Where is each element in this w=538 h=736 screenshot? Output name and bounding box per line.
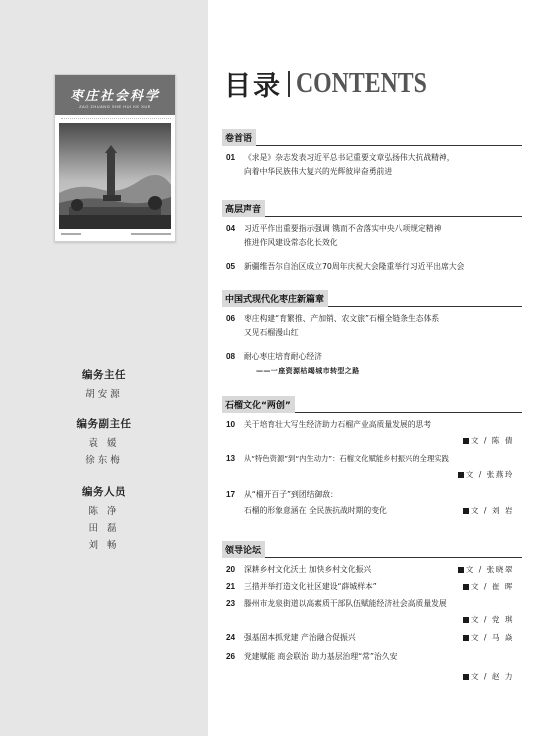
cover-pinyin: ZAO ZHUANG SHE HUI KE XUE (79, 104, 151, 109)
page-number: 24 (226, 633, 236, 642)
entry-author: 文 / 崔 晖 (463, 581, 514, 593)
entry-author: 文 / 马 焱 (463, 632, 514, 644)
entry-author: 文 / 张燕玲 (458, 469, 514, 481)
staff-name: 田 磊 (88, 523, 120, 534)
page-number: 13 (226, 454, 236, 463)
entry-title: 《求是》杂志发表习近平总书记重要文章弘扬伟大抗战精神， (244, 153, 455, 162)
entry-title: 关于培育壮大写生经济助力石榴产业高质量发展的思考 (244, 420, 432, 429)
page-number: 21 (226, 582, 236, 591)
entry-title: 滕州市龙泉街道以高素质干部队伍赋能经济社会高质量发展 (244, 599, 447, 608)
entry-title: 三措并举打造文化社区建设“薛城样本” (244, 582, 377, 591)
staff-group-members (0, 484, 208, 551)
entry-title: 石榴的形象意涵在 全民族抗战时期的变化 (244, 506, 387, 515)
staff-role: 编务副主任 (76, 418, 132, 430)
entry-subtitle: ——一座资源枯竭城市转型之路 (256, 366, 360, 375)
cover-photo (59, 123, 171, 229)
staff-name: 陈 净 (88, 506, 120, 517)
page-number: 05 (226, 262, 236, 271)
page-number: 23 (226, 599, 236, 608)
entry-author: 文 / 刘 岩 (463, 505, 514, 517)
section-leadership-forum (222, 542, 522, 692)
entry-title: 又见石榴漫山红 (244, 328, 299, 337)
section-header (222, 397, 522, 413)
section-title: 卷首语 (222, 129, 256, 146)
staff-group-director (0, 367, 208, 400)
entry-title: 向着中华民族伟大复兴的光辉彼岸奋勇前进 (244, 167, 393, 176)
section-title: 中国式现代化枣庄新篇章 (222, 290, 328, 307)
page-number: 10 (226, 420, 236, 429)
entry-title: 枣庄构建“育繁推、产加销、农文旅”石榴全链条生态体系 (244, 314, 440, 323)
header-title-en: CONTENTS (296, 67, 427, 99)
entry-title: 从“榴开百子”到团结御敌： (244, 490, 338, 499)
staff-name: 胡安源 (85, 389, 123, 400)
cover-footer (61, 233, 171, 237)
section-title: 石榴文化“两创” (222, 396, 295, 413)
staff-name: 袁 媛 (88, 438, 120, 449)
section-modernization (222, 291, 522, 381)
section-high-level (222, 201, 522, 281)
left-panel (0, 0, 208, 736)
section-title: 领导论坛 (222, 541, 265, 558)
page-number: 20 (226, 565, 236, 574)
entry-title: 深耕乡村文化沃土 加快乡村文化振兴 (244, 565, 372, 574)
entry-title: 耐心枣庄培育耐心经济 (244, 352, 322, 361)
cover-title: 枣庄社会科学 (69, 89, 160, 104)
entry-author: 文 / 张晓翠 (458, 564, 514, 576)
page-number: 01 (226, 153, 236, 162)
header-title-cn: 目录 (224, 71, 282, 102)
page-number: 06 (226, 314, 236, 323)
staff-group-deputy (0, 416, 208, 466)
entry-title: 新疆维吾尔自治区成立70周年庆祝大会隆重举行习近平出席大会 (244, 262, 465, 271)
staff-name: 徐东梅 (85, 455, 123, 466)
staff-role: 编务主任 (82, 369, 126, 381)
section-header (222, 542, 522, 558)
entry-title: 强基固本抓党建 产治融合促振兴 (244, 633, 356, 642)
entry-title: 从“特色资源”到“内生动力”：石榴文化赋能乡村振兴的全理实践 (244, 454, 449, 463)
section-pomegranate-culture (222, 397, 522, 527)
header-divider (288, 71, 290, 97)
entry-author: 文 / 赵 力 (463, 671, 514, 683)
magazine-cover (54, 74, 176, 242)
section-preface (222, 130, 522, 190)
section-header (222, 201, 522, 217)
entry-author: 文 / 陈 倩 (463, 435, 514, 447)
page-number: 04 (226, 224, 236, 233)
entry-author: 文 / 党 琪 (463, 614, 514, 626)
cover-divider (61, 118, 171, 121)
page-number: 08 (226, 352, 236, 361)
staff-name: 刘 畅 (88, 540, 120, 551)
section-title: 高层声音 (222, 200, 265, 217)
section-header (222, 291, 522, 307)
contents-header (224, 64, 456, 103)
entry-title: 党建赋能 商会联治 助力基层治理“常”治久安 (244, 652, 398, 661)
entry-title: 习近平作出重要指示强调 镌而不舍落实中央八项规定精神 (244, 224, 442, 233)
page-number: 17 (226, 490, 236, 499)
section-header (222, 130, 522, 146)
page-number: 26 (226, 652, 236, 661)
staff-role: 编务人员 (82, 486, 126, 498)
entry-title: 推进作风建设常态化长效化 (244, 238, 338, 247)
